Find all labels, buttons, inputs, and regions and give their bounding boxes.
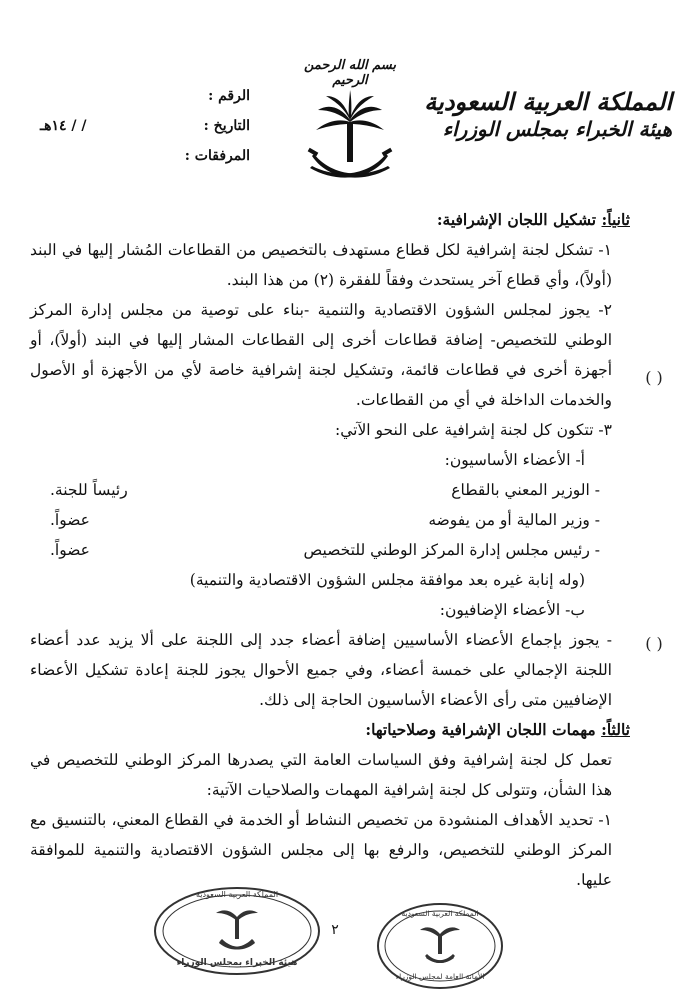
member-role: رئيساً للجنة. xyxy=(50,481,128,499)
member-role: عضواً. xyxy=(50,541,90,559)
agency-name: هيئة الخبراء بمجلس الوزراء xyxy=(442,117,672,141)
seal-right-bottom-text: الأمانة العامة لمجلس الوزراء xyxy=(395,972,485,981)
page-number: ٢ xyxy=(331,922,339,938)
date-label: التاريخ : xyxy=(203,118,250,134)
letter-meta-fields xyxy=(30,88,250,178)
member-name: - وزير المالية أو من يفوضه xyxy=(428,511,600,529)
margin-mark: ( ) xyxy=(645,634,663,653)
seal-left-top-text: المملكة العربية السعودية xyxy=(195,890,279,899)
attachments-field xyxy=(30,148,250,178)
seal-right-top-text: المملكة العربية السعودية xyxy=(401,909,479,918)
basmala: بسم الله الرحمن الرحيم xyxy=(304,58,396,88)
section-3-heading xyxy=(30,715,630,745)
number-field xyxy=(30,88,250,118)
member-note: (وله إنابة غيره بعد موافقة مجلس الشؤون الاقتصادية والتنمية) xyxy=(189,571,585,589)
section-2-number: ثانياً: xyxy=(601,210,630,229)
attachments-label: المرفقات : xyxy=(184,148,250,164)
margin-mark: ( ) xyxy=(645,368,663,387)
section-2-item-3: ٣- تتكون كل لجنة إشرافية على النحو الآتي: xyxy=(335,421,612,439)
member-row xyxy=(30,535,630,565)
letterhead-title xyxy=(422,88,672,142)
section-3-number: ثالثاً: xyxy=(601,720,630,739)
member-name: - الوزير المعني بالقطاع xyxy=(451,481,600,499)
date-field xyxy=(30,118,250,148)
member-row xyxy=(30,505,630,535)
member-row xyxy=(30,475,630,505)
kingdom-name: المملكة العربية السعودية xyxy=(424,87,672,116)
sub-a-heading: أ- الأعضاء الأساسيون: xyxy=(444,451,585,469)
palm-swords-emblem-icon xyxy=(300,88,400,188)
document-body xyxy=(30,205,630,895)
member-name: - رئيس مجلس إدارة المركز الوطني للتخصيص xyxy=(303,541,600,559)
seal-left-bottom-text: هيئة الخبراء بمجلس الوزراء xyxy=(176,958,298,968)
section-2-heading xyxy=(30,205,630,235)
member-role: عضواً. xyxy=(50,511,90,529)
sub-b-text: - يجوز بإجماع الأعضاء الأساسيين إضافة أعضاء جدد إلى اللجنة على ألا يزيد عدد أعضاء اللجنة الإجمالي على خمسة أعضاء، وفي جميع الأحوال يجوز للجنة إعادة تشكيل الأعضاء الإضافيين متى رأى الأعضاء الأساسيون الحاجة إلى ذلك. xyxy=(30,631,612,709)
sub-b-heading: ب- الأعضاء الإضافيون: xyxy=(439,601,585,619)
section-2-item-1: ١- تشكل لجنة إشرافية لكل قطاع مستهدف بالتخصيص من القطاعات المُشار إليها في البند (أولاً)، وأي قطاع آخر يستحدث وفقاً للفقرة (٢) من هذا البند. xyxy=(30,241,612,289)
section-3-intro: تعمل كل لجنة إشرافية وفق السياسات العامة التي يصدرها المركز الوطني للتخصيص في هذا الشأن، وتتولى كل لجنة إشرافية المهمات والصلاحيات الآتية: xyxy=(30,751,612,799)
section-2-item-2: ٢- يجوز لمجلس الشؤون الاقتصادية والتنمية -بناء على توصية من مجلس إدارة المركز الوطني للتخصيص- إضافة قطاعات أخرى إلى القطاعات المشار إليها في البند (أولاً)، أو أجهزة أخرى في قطاعات قائمة، وتشكيل لجنة إشرافية خاصة لأي من الأجهزة أو الأصول والخدمات الداخلة في أي من القطاعات. xyxy=(30,301,612,409)
date-value: / / ١٤هـ xyxy=(40,118,87,134)
section-3-title: مهمات اللجان الإشرافية وصلاحياتها: xyxy=(365,720,596,739)
section-3-item-1: ١- تحديد الأهداف المنشودة من تخصيص النشاط أو الخدمة في القطاع المعني، بالتنسيق مع المركز الوطني للتخصيص، والرفع بها إلى مجلس الشؤون الاقتصادية والتنمية للموافقة عليها. xyxy=(30,811,612,889)
number-label: الرقم : xyxy=(208,88,250,104)
section-2-title: تشكيل اللجان الإشرافية: xyxy=(436,210,597,229)
